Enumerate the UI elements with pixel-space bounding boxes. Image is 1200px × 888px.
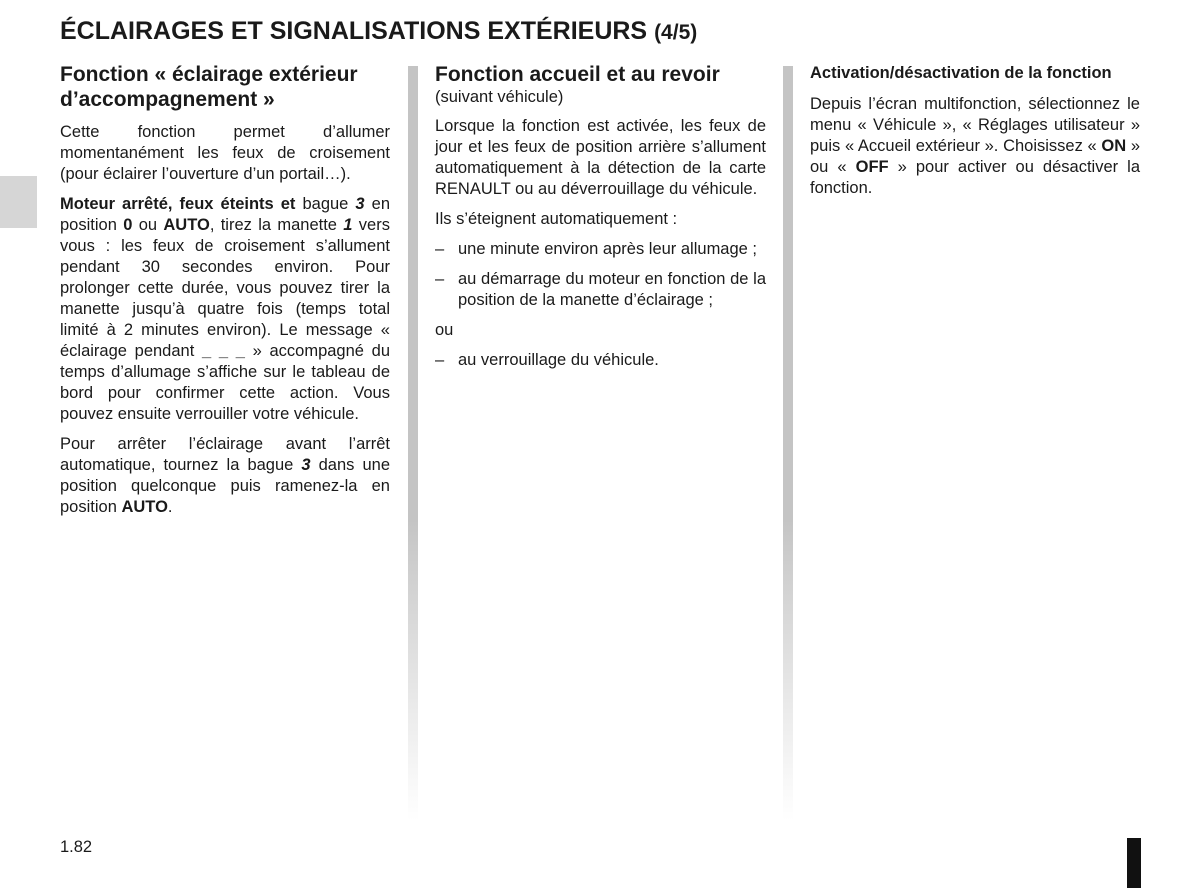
paragraph-stop-lighting [60,434,390,518]
section-heading-welcome: Fonction accueil et au revoir [435,63,720,86]
text-span: , tirez la manette [209,216,344,234]
dash-bullet: – [435,240,445,258]
text-span: dans une position quelconque puis ramenez-la en position [60,456,390,516]
section-side-tab [0,176,37,228]
text-span: » ou « [810,137,1140,176]
text-span: bague [295,195,356,213]
bold-off: OFF [855,158,889,176]
column-activation [810,62,1140,208]
list-lock-condition [435,350,766,371]
bold-placeholder-dashes: _ _ _ [202,342,245,360]
text-span: vers vous : les feux de croisement s’allument pendant 30 secondes environ. Pour prolonger cette durée, vous pouvez tirer la manette jusqu’à quatre fois (temps total limité à 2 minutes environ). Le message « éclairage pendant [60,216,390,360]
column-divider-1 [408,66,418,821]
list-item [435,239,766,260]
page-part-indicator: (4/5) [654,21,698,44]
text-span: . [167,498,173,516]
list-item-text: au verrouillage du véhicule. [458,351,659,369]
page-title-text: ÉCLAIRAGES ET SIGNALISATIONS EXTÉRIEURS [60,17,648,45]
paragraph-activation-steps [810,94,1140,199]
dash-bullet: – [435,270,445,288]
bold-position-0: 0 [123,216,133,234]
dash-bullet: – [435,351,445,369]
ref-number-3: 3 [301,456,311,474]
ref-number-3: 3 [355,195,365,213]
section-subheading: (suivant véhicule) [435,88,564,106]
section-heading-accompaniment: Fonction « éclairage extérieur d’accompagnement » [60,63,358,111]
list-item [435,269,766,311]
text-span: Depuis l’écran multifonction, sélectionnez le menu « Véhicule », « Réglages utilisateur » puis « Accueil extérieur ». Choisissez « [810,95,1140,155]
text-span: » accompagné du temps d’allumage s’affiche sur le tableau de bord pour confirmer cette action. Vous pouvez ensuite verrouiller votre véhicule. [60,342,391,423]
text-span: » pour activer ou désactiver la fonction. [810,158,1141,197]
page-corner-marker [1127,838,1141,888]
bold-on: ON [1101,137,1127,155]
bold-engine-off: Moteur arrêté, feux éteints et [60,195,296,213]
list-item [435,350,766,371]
list-item-text: au démarrage du moteur en fonction de la position de la manette d’éclairage ; [458,270,766,309]
column-accompaniment-lighting [60,62,390,527]
paragraph-function-intro: Cette fonction permet d’allumer momentanément les feux de croisement (pour éclairer l’ouverture d’un portail…). [60,123,390,183]
text-span: Pour arrêter l’éclairage avant l’arrêt automatique, tournez la bague [60,435,390,474]
list-auto-off-conditions [435,239,766,311]
page-number: 1.82 [60,838,93,856]
paragraph-welcome-activation: Lorsque la fonction est activée, les feux de jour et les feux de position arrière s’allument automatiquement à la détection de la carte RENAULT ou au déverrouillage du véhicule. [435,117,766,198]
page-title [60,17,697,46]
section-heading-activation: Activation/désactivation de la fonction [810,64,1112,82]
text-span: en position [60,195,390,234]
text-span: ou [132,216,164,234]
paragraph-engine-off-instructions [60,194,390,425]
list-item-text: une minute environ après leur allumage ; [458,240,758,258]
bold-auto: AUTO [163,216,210,234]
paragraph-auto-off-intro: Ils s’éteignent automatiquement : [435,210,678,228]
bold-auto: AUTO [121,498,168,516]
column-welcome-goodbye [435,62,766,380]
paragraph-or: ou [435,321,454,339]
column-divider-2 [783,66,793,821]
ref-number-1: 1 [343,216,353,234]
